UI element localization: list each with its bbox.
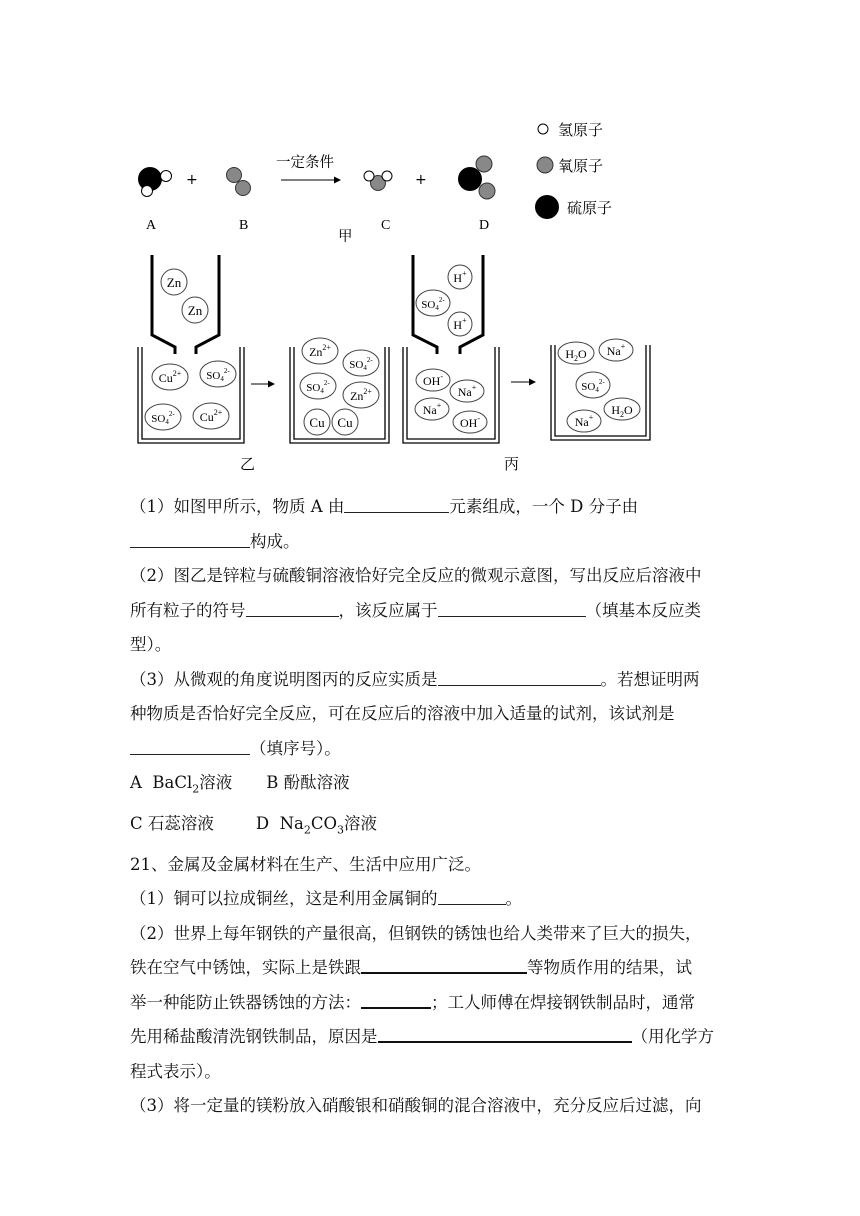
- svg-text:H+: H+: [453, 316, 467, 332]
- yi-funnel-ion: Zn: [187, 303, 203, 318]
- molecule-c: [364, 171, 392, 191]
- figure-caption-yi: 乙: [240, 455, 256, 473]
- answer-blank[interactable]: [438, 887, 506, 905]
- answer-blank[interactable]: [438, 668, 601, 686]
- svg-text:SO42-: $SO4^{2-}$: [206, 367, 230, 383]
- option-a[interactable]: A BaCl$_2$溶液: [130, 773, 233, 796]
- legend-oxygen: 氧原子: [558, 157, 604, 175]
- bing-ions-after: [558, 339, 640, 432]
- hydrogen-atom-icon: [538, 124, 548, 134]
- svg-text:Na+: Na+: [422, 401, 442, 417]
- molecule-b: [227, 168, 251, 196]
- answer-blank[interactable]: [361, 955, 527, 974]
- answer-blank[interactable]: [438, 599, 586, 617]
- q1-line2: 构成。: [130, 525, 740, 560]
- figure-caption-jia: 甲: [338, 229, 353, 245]
- legend-hydrogen: 氢原子: [558, 121, 604, 139]
- yi-after-ion: Cu: [337, 415, 353, 430]
- q21-3-line1: （3）将一定量的镁粉放入硝酸银和硝酸铜的混合溶液中，充分反应后过滤，向: [130, 1096, 702, 1116]
- figure-yi-bing: [0, 250, 860, 490]
- q21-2-line2: 铁在空气中锈蚀，实际上是铁跟 等物质作用的结果，试: [130, 951, 740, 986]
- q21-2-line3: 举一种能防止铁器锈蚀的方法： ；工人师傅在焊接钢铁制品时，通常: [130, 986, 740, 1021]
- answer-blank[interactable]: [130, 530, 250, 548]
- svg-text:Cu2+: $Cu^{2+}$: [199, 408, 223, 424]
- yi-ions-after: [300, 338, 379, 435]
- molecule-a: [138, 167, 172, 197]
- legend: [535, 121, 612, 219]
- molecule-d: [458, 156, 495, 199]
- option-b[interactable]: B 酚酞溶液: [266, 773, 350, 792]
- svg-text:Na+: Na+: [457, 383, 477, 399]
- plus-sign-1: +: [186, 172, 198, 188]
- yi-ions-before: [145, 361, 236, 430]
- reaction-arrow: [281, 177, 341, 184]
- svg-text:Na+: Na+: [574, 413, 594, 429]
- svg-text:H2O: $H_2O$: [565, 347, 587, 363]
- svg-text:H+: H+: [453, 269, 467, 285]
- svg-text:SO42-: $SO4^{2-}$: [151, 410, 175, 426]
- q2-line1: （2）图乙是锌粒与硫酸铜溶液恰好完全反应的微观示意图，写出反应后溶液中: [130, 566, 702, 585]
- option-d[interactable]: D $Na_2CO_3$溶液: [255, 813, 378, 837]
- answer-blank[interactable]: [378, 1024, 632, 1043]
- svg-text:SO42-: $SO4^{2-}$: [581, 378, 605, 394]
- bing-arrow: [511, 379, 536, 386]
- label-b: B: [239, 218, 249, 233]
- answer-blank[interactable]: [246, 599, 339, 617]
- yi-funnel: [152, 255, 219, 354]
- svg-text:OH-: OH-: [459, 414, 481, 430]
- figure-caption-bing: 丙: [504, 455, 520, 473]
- svg-text:SO42-: $SO4^{2-}$: [349, 356, 373, 372]
- oxygen-atom-icon: [537, 157, 553, 173]
- svg-text:SO42-: $SO4^{2-}$: [306, 379, 330, 395]
- options-cd: [130, 807, 740, 848]
- q2-line3: 型）。: [130, 635, 172, 654]
- svg-text:Na+: Na+: [606, 342, 626, 358]
- svg-text:SO42-: $SO4^{2-}$: [421, 296, 445, 312]
- yi-funnel-ion: Zn: [166, 275, 182, 290]
- bing-funnel: [413, 255, 483, 354]
- svg-text:Zn2+: $Zn^{2+}$: [350, 387, 372, 403]
- options-ab: [130, 766, 740, 807]
- reaction-condition: 一定条件: [276, 155, 334, 171]
- option-c[interactable]: C 石蕊溶液: [130, 813, 214, 833]
- bing-ions-before: [415, 369, 487, 433]
- q21-2-line4: 先用稀盐酸清洗钢铁制品，原因是 （用化学方: [130, 1020, 740, 1055]
- q21-2-line5: 程式表示）。: [130, 1061, 221, 1081]
- svg-text:OH-: OH-: [422, 372, 444, 388]
- label-a: A: [146, 218, 157, 233]
- q1-line1: （1）如图甲所示，物质 A 由 元素组成，一个 D 分子由: [130, 497, 639, 516]
- yi-arrow: [251, 381, 275, 388]
- q3-line3: （填序号）。: [130, 732, 740, 767]
- legend-sulfur: 硫原子: [567, 199, 613, 217]
- q21-title: 21、金属及金属材料在生产、生活中应用广泛。: [130, 854, 481, 874]
- q2-line2: 所有粒子的符号 ，该反应属于 （填基本反应类: [130, 600, 701, 620]
- q3-line1: （3）从微观的角度说明图丙的反应实质是 。若想证明两: [130, 669, 700, 689]
- sulfur-atom-icon: [535, 195, 559, 219]
- q21-1: （1）铜可以拉成铜丝，这是利用金属铜的 。: [130, 889, 522, 909]
- svg-text:H2O: $H_2O$: [611, 403, 633, 419]
- svg-text:Zn2+: $Zn^{2+}$: [309, 343, 331, 359]
- q21-2-line1: （2）世界上每年钢铁的产量很高，但钢铁的锈蚀也给人类带来了巨大的损失，: [130, 923, 702, 943]
- yi-after-ion: Cu: [309, 415, 325, 430]
- plus-sign-2: +: [415, 172, 427, 188]
- answer-blank[interactable]: [130, 737, 250, 755]
- question-text: [130, 490, 740, 1124]
- answer-blank[interactable]: [344, 495, 449, 513]
- answer-blank[interactable]: [361, 990, 431, 1009]
- svg-text:Cu2+: $Cu^{2+}$: [158, 369, 182, 385]
- figure-jia: [0, 0, 860, 250]
- label-c: C: [381, 218, 391, 233]
- label-d: D: [479, 218, 490, 233]
- q3-line2: 种物质是否恰好完全反应，可在反应后的溶液中加入适量的试剂，该试剂是: [130, 704, 675, 723]
